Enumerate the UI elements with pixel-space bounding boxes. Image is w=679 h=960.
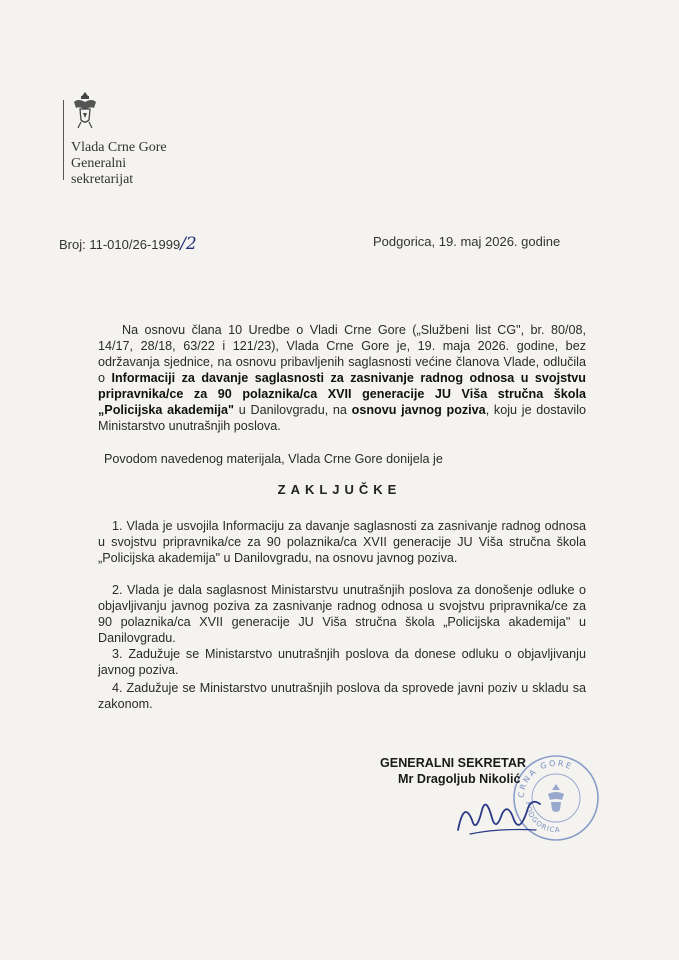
org-line-2: Generalni [71,156,127,171]
seal-emblem-icon [548,784,564,812]
intro-bold-subject: Informaciji za davanje saglasnosti za zasnivanje radnog odnosa u svojstvu pripravnika/ce za 90 polaznika/ca XVII generacije JU Viša stručna škola „Policijska akademija" [98,371,586,417]
org-line-3: sekretarijat [71,172,134,187]
intro-text-c: u Danilovgradu, na [234,403,352,417]
signatory-title: GENERALNI SEKRETAR [380,756,527,770]
reference-number-text: Broj: 11-010/26-1999 [59,237,181,252]
letterhead-organization [71,140,167,188]
place-and-date: Podgorica, 19. maj 2026. godine [373,234,561,249]
conclusions-title: ZAKLJUČKE [277,482,402,497]
conclusion-3: 3. Zadužuje se Ministarstvo unutrašnjih poslova da donese odluku o objavljivanju javnog poziva. [98,647,586,677]
conclusion-1: 1. Vlada je usvojila Informaciju za davanje saglasnosti za zasnivanje radnog odnosa u svojstvu pripravnika/ce za 90 polaznika/ca XVII generacije JU Viša stručna škola „Policijska akademija" u Danilovgradu, na osnovu javnog poziva. [98,519,586,565]
seal-text-bottom: PODGORICA [523,801,561,835]
conclusion-4: 4. Zadužuje se Ministarstvo unutrašnjih poslova da sprovede javni poziv u skladu sa zakonom. [98,681,586,711]
org-line-1: Vlada Crne Gore [71,140,167,155]
conclusion-2: 2. Vlada je dala saglasnost Ministarstvu unutrašnjih poslova za donošenje odluke o objavljivanju javnog poziva za zasnivanje radnog odnosa u svojstvu pripravnika/ce za 90 polaznika/ca XVII generacije JU Viša stručna škola „Policijska akademija" u Danilovgradu. [98,583,586,645]
signatory-name: Mr Dragoljub Nikolić [398,772,521,786]
reference-handwritten-suffix: /2 [180,234,197,254]
letterhead-rule [63,100,64,180]
intro-text-a: Na osnovu člana 10 Uredbe o Vladi Crne Gore („Službeni list CG", br. 80/08, 14/17, 28/18, 63/22 i 121/23), Vlada Crne Gore je, 19. maja 2026. godine, bez održavanja sjednice, na osnovu pribavljenih saglasnosti većine članova Vlade, odlučila o [98,323,586,385]
reference-number [59,234,197,254]
intro-paragraph [98,322,586,434]
intro-bold-basis: osnovu javnog poziva [351,403,486,417]
adopted-statement: Povodom navedenog materijala, Vlada Crne Gore donijela je [104,452,443,466]
seal-text-top: CRNA GORE [516,758,575,799]
handwritten-signature [450,790,550,840]
montenegro-coat-of-arms-icon [72,90,98,130]
intro-text-e: , koju je dostavilo Ministarstvo unutrašnjih poslova. [98,403,587,433]
